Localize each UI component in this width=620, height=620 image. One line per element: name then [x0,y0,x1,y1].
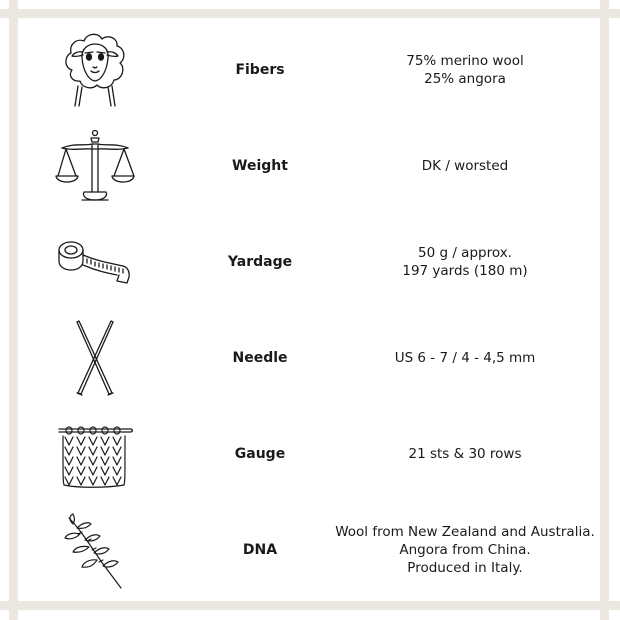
spec-row-dna [30,502,600,598]
spec-value-line: Wool from New Zealand and Australia. [335,524,595,540]
knitting-needles-icon [50,310,140,406]
spec-value-line: DK / worsted [421,158,509,174]
frame-top-border [0,9,620,18]
frame-left-border [9,0,18,620]
measuring-tape-icon [50,214,140,310]
spec-value [335,502,595,598]
spec-value-line: 21 sts & 30 rows [408,446,522,462]
spec-value-line: Produced in Italy. [407,560,523,576]
knitted-swatch-icon [50,406,140,502]
spec-row-weight [30,118,600,214]
spec-label: Weight [232,158,288,174]
spec-value [340,406,590,502]
spec-value-line: Angora from China. [399,542,531,558]
spec-row-yardage [30,214,600,310]
spec-row-fibers [30,22,600,118]
spec-row-gauge [30,406,600,502]
frame-right-border [600,0,609,620]
spec-label: Needle [232,350,288,366]
spec-value-line: 75% merino wool [406,53,524,69]
frame-bottom-border [0,601,620,610]
spec-label: Fibers [235,62,285,78]
balance-scale-icon [50,118,140,214]
spec-value [340,118,590,214]
spec-value-line: 197 yards (180 m) [402,263,528,279]
spec-value [340,22,590,118]
spec-row-needle [30,310,600,406]
spec-value [340,214,590,310]
spec-value-line: 50 g / approx. [418,245,512,261]
spec-label: DNA [242,542,278,558]
spec-label: Yardage [227,254,293,270]
olive-branch-icon [50,502,140,598]
spec-value-line: 25% angora [424,71,506,87]
spec-label: Gauge [234,446,286,462]
spec-value [340,310,590,406]
spec-value-line: US 6 - 7 / 4 - 4,5 mm [394,350,536,366]
sheep-icon [50,22,140,118]
